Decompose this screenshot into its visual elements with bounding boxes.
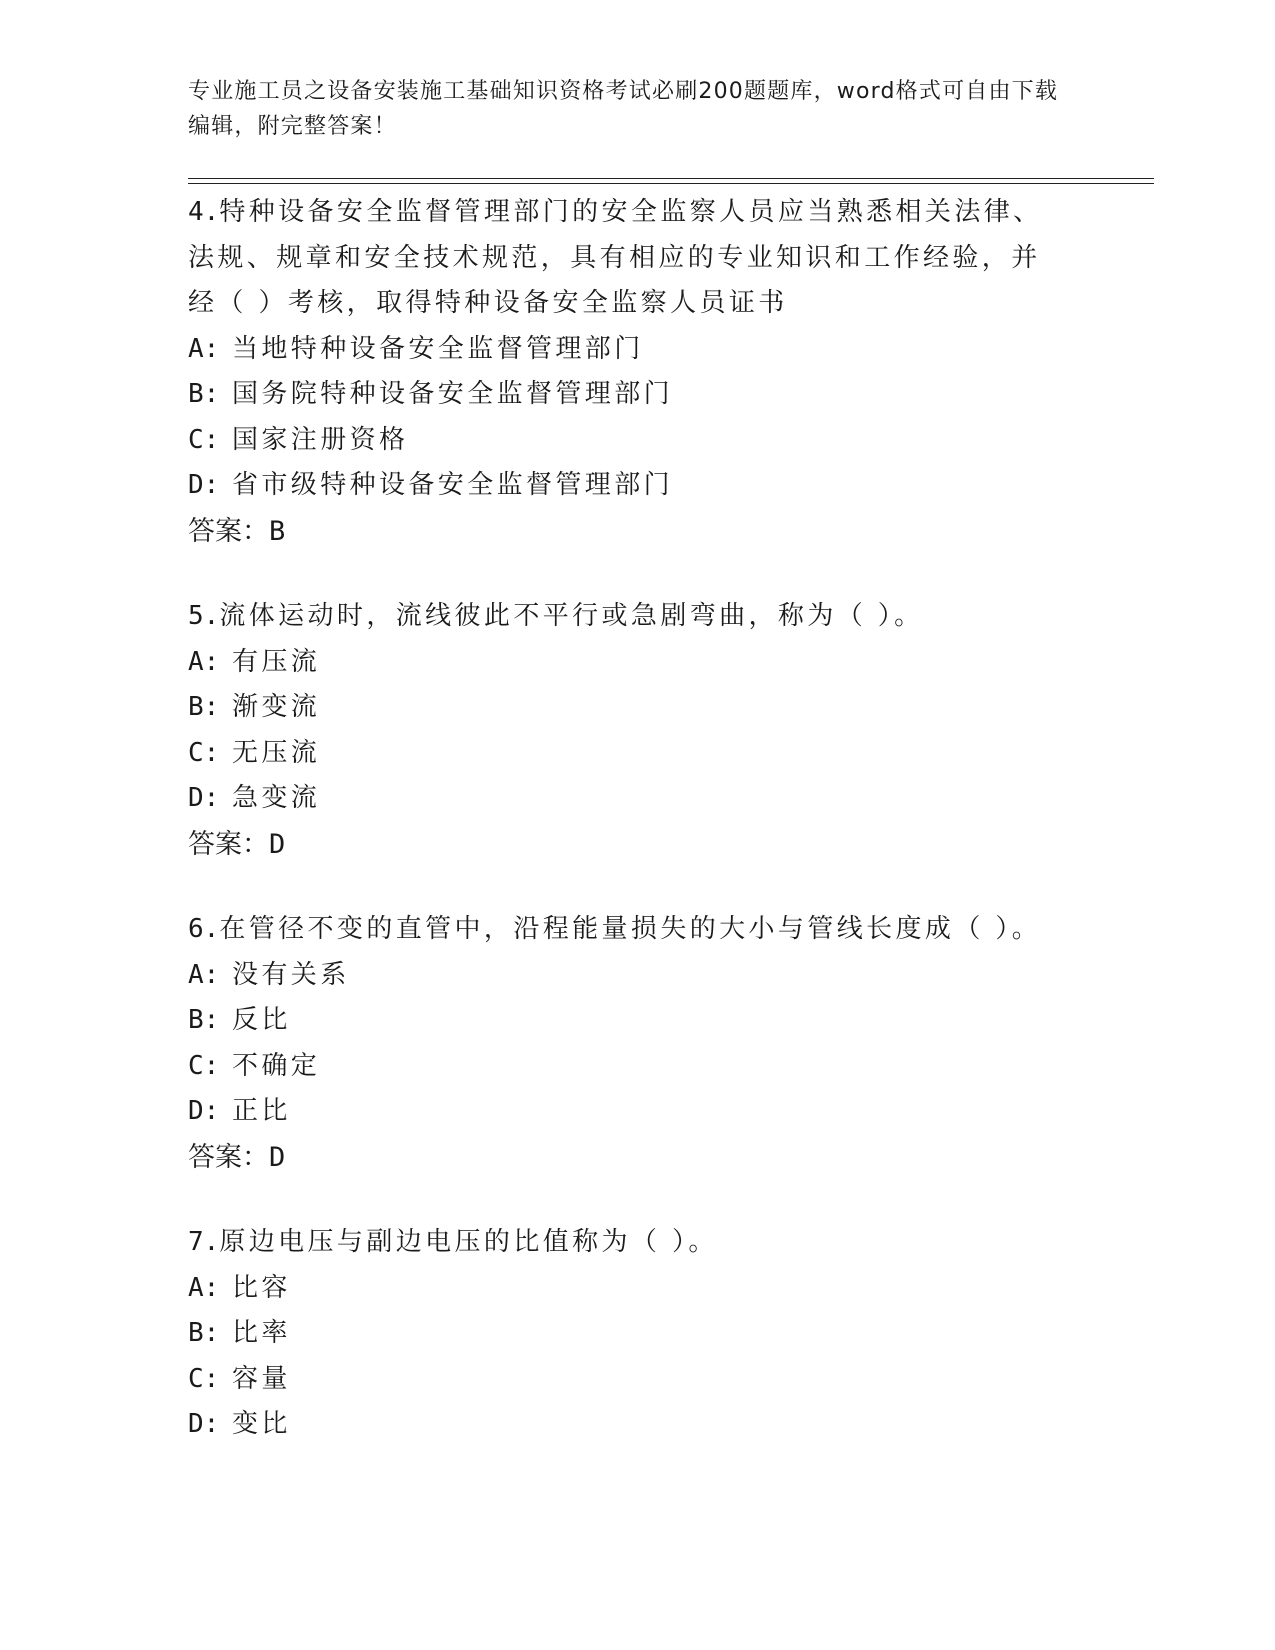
question-text (188, 1220, 1068, 1266)
option-letter: A: (188, 646, 220, 677)
option-text: 当地特种设备安全监督管理部门 (232, 333, 644, 364)
answer-value: B (269, 515, 286, 547)
option-text: 无压流 (232, 737, 321, 768)
answer-value: D (269, 1141, 286, 1173)
answer-label: 答案： (188, 515, 269, 547)
option-text: 急变流 (232, 783, 321, 813)
option-c (188, 418, 1068, 464)
option-text: 省市级特种设备安全监督管理部门 (232, 470, 674, 500)
option-letter: B: (188, 1318, 220, 1348)
question-text (188, 594, 1068, 640)
option-a (188, 327, 1068, 373)
option-letter: A: (188, 959, 220, 990)
option-letter: D: (188, 470, 220, 500)
option-b (188, 685, 1068, 731)
option-text: 比容 (232, 1272, 291, 1303)
option-letter: C: (188, 1050, 220, 1081)
option-letter: A: (188, 333, 220, 364)
option-text: 变比 (232, 1409, 291, 1439)
header-divider-top (188, 178, 1154, 179)
option-text: 渐变流 (232, 692, 321, 722)
option-text: 比率 (232, 1318, 291, 1348)
option-text: 没有关系 (232, 959, 350, 990)
option-d (188, 776, 1068, 822)
option-text: 有压流 (232, 646, 321, 677)
option-letter: B: (188, 692, 220, 722)
question-stem: 特种设备安全监督管理部门的安全监察人员应当熟悉相关法律、法规、规章和安全技术规范，具有相应的专业知识和工作经验，并经（ ）考核，取得特种设备安全监察人员证书 (188, 197, 1043, 318)
option-text: 反比 (232, 1005, 291, 1035)
question-7 (188, 1220, 1068, 1448)
option-a (188, 1266, 1068, 1312)
option-text: 正比 (232, 1096, 291, 1126)
question-number: 4. (188, 197, 220, 227)
option-d (188, 1089, 1068, 1135)
option-text: 国务院特种设备安全监督管理部门 (232, 379, 674, 409)
question-6 (188, 907, 1068, 1180)
question-number: 5. (188, 601, 220, 631)
option-letter: C: (188, 737, 220, 768)
option-a (188, 953, 1068, 999)
header-divider-bottom (188, 183, 1154, 184)
question-4 (188, 190, 1068, 554)
option-letter: B: (188, 379, 220, 409)
option-letter: D: (188, 1096, 220, 1126)
option-letter: C: (188, 1363, 220, 1394)
option-c (188, 1357, 1068, 1403)
question-stem: 原边电压与副边电压的比值称为（ ）。 (219, 1227, 718, 1257)
option-b (188, 372, 1068, 418)
option-text: 不确定 (232, 1050, 321, 1081)
question-5 (188, 594, 1068, 867)
answer-label: 答案： (188, 828, 269, 860)
option-d (188, 463, 1068, 509)
question-stem: 在管径不变的直管中，沿程能量损失的大小与管线长度成（ ）。 (219, 914, 1042, 944)
option-letter: C: (188, 424, 220, 455)
option-letter: A: (188, 1272, 220, 1303)
answer-line (188, 509, 1068, 555)
option-letter: D: (188, 1409, 220, 1439)
question-stem: 流体运动时，流线彼此不平行或急剧弯曲，称为（ ）。 (219, 601, 924, 631)
option-d (188, 1402, 1068, 1448)
option-b (188, 1311, 1068, 1357)
question-list (188, 190, 1068, 1488)
answer-label: 答案： (188, 1141, 269, 1173)
option-text: 容量 (232, 1363, 291, 1394)
option-b (188, 998, 1068, 1044)
answer-value: D (269, 828, 286, 860)
question-text (188, 907, 1068, 953)
answer-line (188, 1135, 1068, 1181)
option-a (188, 640, 1068, 686)
question-number: 6. (188, 914, 220, 944)
document-header: 专业施工员之设备安装施工基础知识资格考试必刷200题题库，word格式可自由下载编辑，附完整答案！ (188, 79, 1059, 139)
option-letter: B: (188, 1005, 220, 1035)
question-number: 7. (188, 1227, 220, 1257)
option-text: 国家注册资格 (232, 424, 409, 455)
question-text (188, 190, 1068, 327)
option-letter: D: (188, 783, 220, 813)
option-c (188, 731, 1068, 777)
option-c (188, 1044, 1068, 1090)
answer-line (188, 822, 1068, 868)
